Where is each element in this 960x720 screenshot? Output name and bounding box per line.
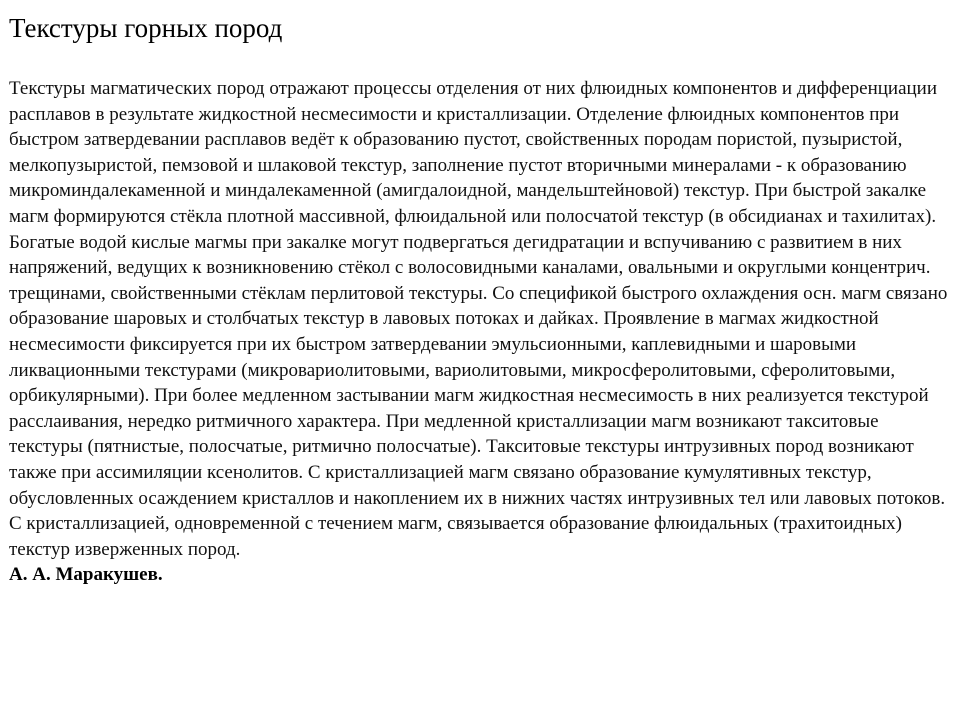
document-body (9, 0, 954, 588)
author-signature: А. А. Маракушев. (9, 564, 163, 586)
page-title: Текстуры горных пород (9, 13, 283, 43)
body-paragraph: Текстуры магматических пород отражают процессы отделения от них флюидных компонентов и дифференциации расплавов в результате жидкостной несмесимости и кристаллизации. Отделение флюидных компонентов при быстром затвердевании расплавов ведёт к образованию пустот, свойственных породам пористой, пузыристой, мелкопузыристой, пемзовой и шлаковой текстур, заполнение пустот вторичными минералами - к образованию микроминдалекаменной и миндалекаменной (амигдалоидной, мандельштейновой) текстур. При быстрой закалке магм формируются стёкла плотной массивной, флюидальной или полосчатой текстур (в обсидианах и тахилитах). Богатые водой кислые магмы при закалке могут подвергаться дегидратации и вспучиванию с развитием в них напряжений, ведущих к возникновению стёкол с волосовидными каналами, овальными и округлыми концентрич. трещинами, свойственными стёклам перлитовой текстуры. Со спецификой быстрого охлаждения осн. магм связано образование шаровых и столбчатых текстур в лавовых потоках и дайках. Проявление в магмах жидкостной несмесимости фиксируется при их быстром затвердевании эмульсионными, каплевидными и шаровыми ликвационными текстурами (микровариолитовыми, вариолитовыми, микросферолитовыми, сферолитовыми, орбикулярными). При более медленном застывании магм жидкостная несмесимость в них реализуется текстурой расслаивания, нередко ритмичного характера. При медленной кристаллизации магм возникают такситовые текстуры (пятнистые, полосчатые, ритмично полосчатые). Такситовые текстуры интрузивных пород возникают также при ассимиляции ксенолитов. С кристаллизацией магм связано образование кумулятивных текстур, обусловленных осаждением кристаллов и накоплением их в нижних частях интрузивных тел или лавовых потоков. С кристаллизацией, одновременной с течением магм, связывается образование флюидальных (трахитоидных) текстур изверженных пород. (9, 78, 948, 560)
